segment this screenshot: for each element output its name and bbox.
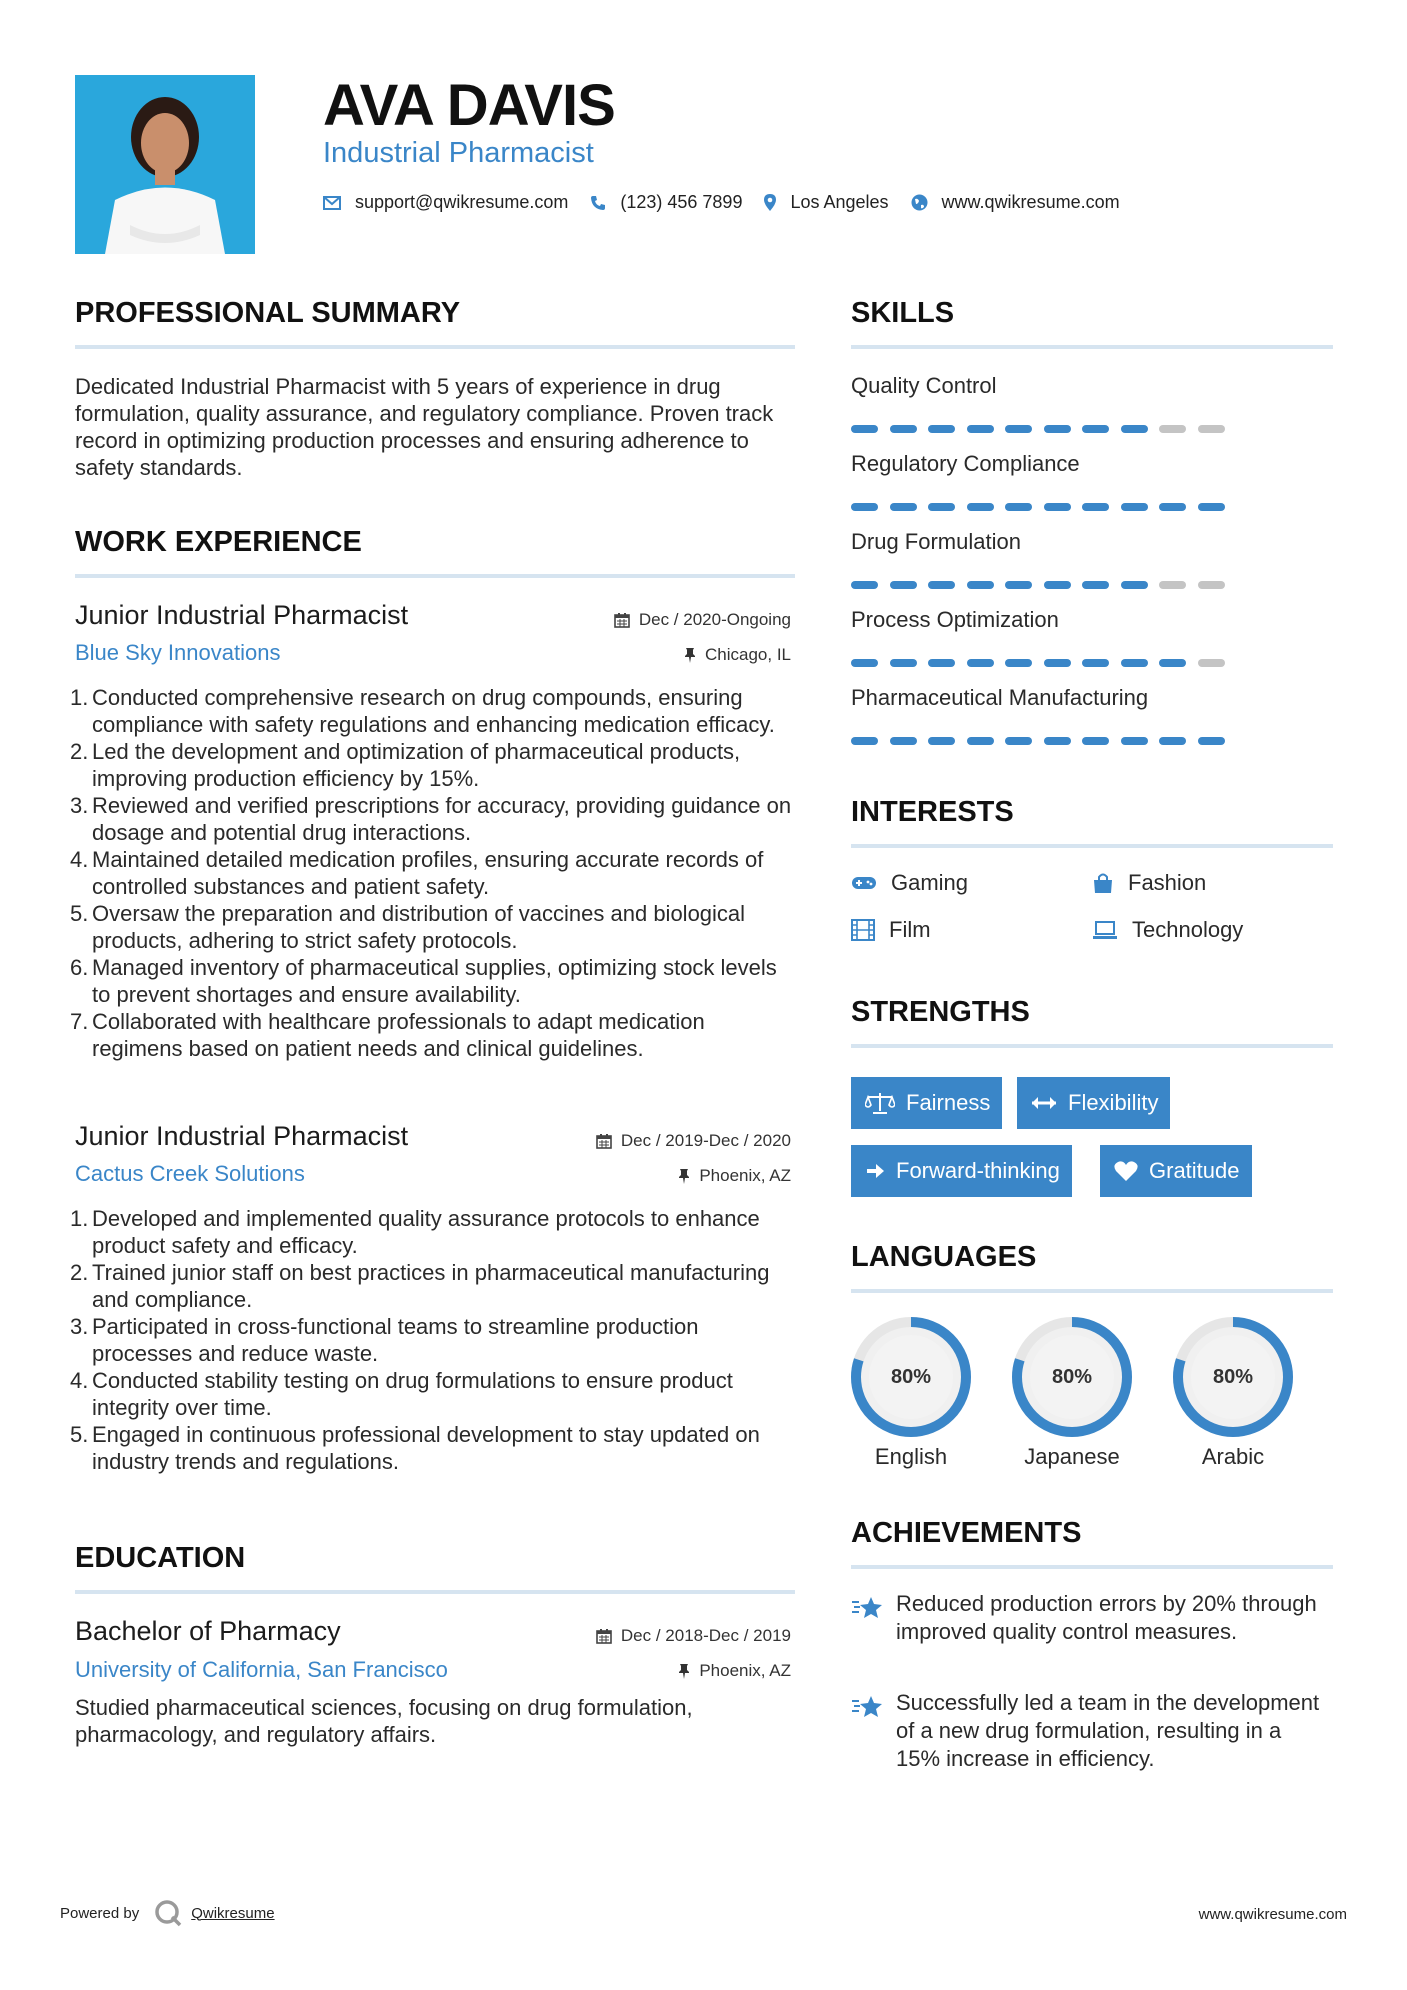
skill-dot-filled bbox=[1198, 503, 1225, 511]
skill-dot-filled bbox=[1082, 503, 1109, 511]
summary-heading: PROFESSIONAL SUMMARY bbox=[75, 297, 461, 329]
skill-dot-filled bbox=[1005, 737, 1032, 745]
list-item: Developed and implemented quality assurance protocols to enhance product safety and efficacy. bbox=[92, 1206, 760, 1258]
skill-dot-filled bbox=[851, 425, 878, 433]
shooting-star-icon bbox=[851, 1594, 885, 1622]
summary-text: Dedicated Industrial Pharmacist with 5 years of experience in drug formulation, quality assurance, and regulatory compliance. Proven track record in optimizing production processes and ensuring adherence to safety standards. bbox=[75, 374, 774, 480]
strength-tag bbox=[1100, 1145, 1252, 1197]
skill-dot-filled bbox=[851, 659, 878, 667]
job-title: Junior Industrial Pharmacist bbox=[75, 600, 409, 630]
degree-title: Bachelor of Pharmacy bbox=[75, 1616, 341, 1646]
list-item: Reviewed and verified prescriptions for accuracy, providing guidance on dosage and potential drug interactions. bbox=[92, 793, 792, 845]
contact-bar bbox=[323, 192, 1142, 213]
achievements-heading: ACHIEVEMENTS bbox=[851, 1517, 1082, 1549]
achievement-item bbox=[851, 1689, 1321, 1773]
achievement-item bbox=[851, 1590, 1321, 1646]
skill-name: Pharmaceutical Manufacturing bbox=[851, 685, 1149, 710]
language-percent: 80% bbox=[1212, 1365, 1254, 1388]
strength-tag bbox=[1017, 1077, 1170, 1129]
globe-icon bbox=[911, 194, 928, 211]
gamepad-icon bbox=[851, 875, 877, 891]
skill-dot-empty bbox=[1159, 581, 1186, 589]
language-name: Arabic bbox=[1201, 1444, 1265, 1469]
strength-label: Gratitude bbox=[1149, 1158, 1240, 1183]
skill-dot-filled bbox=[1044, 425, 1071, 433]
skill-dot-filled bbox=[1005, 581, 1032, 589]
interest-label: Technology bbox=[1132, 917, 1244, 942]
footer-website[interactable]: www.qwikresume.com bbox=[1198, 1906, 1347, 1923]
shooting-star-icon bbox=[851, 1693, 885, 1721]
skill-dot-filled bbox=[890, 659, 917, 667]
job-location bbox=[684, 645, 791, 665]
education-location bbox=[678, 1661, 791, 1681]
skill-dot-filled bbox=[928, 503, 955, 511]
education-dates bbox=[596, 1626, 791, 1646]
phone-text: (123) 456 7899 bbox=[620, 192, 743, 212]
job-dates-text: Dec / 2020-Ongoing bbox=[638, 610, 791, 629]
job-company: Blue Sky Innovations bbox=[75, 640, 281, 665]
list-item: Trained junior staff on best practices in pharmaceutical manufacturing and compliance. bbox=[92, 1260, 770, 1312]
skill-name: Regulatory Compliance bbox=[851, 451, 1080, 476]
skill-dot-filled bbox=[1044, 503, 1071, 511]
list-item: Participated in cross-functional teams to streamline production processes and reduce waste. bbox=[92, 1314, 699, 1366]
skill-dot-filled bbox=[1082, 737, 1109, 745]
strength-label: Forward-thinking bbox=[896, 1158, 1060, 1183]
job-responsibilities bbox=[70, 684, 800, 1062]
qwikresume-logo-icon bbox=[153, 1898, 183, 1928]
brand-link[interactable]: Qwikresume bbox=[191, 1904, 275, 1922]
calendar-icon bbox=[614, 612, 630, 628]
map-marker-icon bbox=[764, 194, 776, 211]
skill-dot-empty bbox=[1198, 659, 1225, 667]
skill-dot-filled bbox=[1044, 737, 1071, 745]
envelope-icon bbox=[323, 196, 341, 210]
skill-level-bar bbox=[851, 581, 1236, 589]
language-item bbox=[1172, 1316, 1294, 1470]
skill-dot-filled bbox=[1082, 659, 1109, 667]
candidate-role: Industrial Pharmacist bbox=[323, 137, 594, 169]
skill-level-bar bbox=[851, 737, 1236, 745]
laptop-icon bbox=[1092, 920, 1118, 940]
skill-dot-filled bbox=[967, 659, 994, 667]
skill-dot-filled bbox=[1005, 425, 1032, 433]
interests-heading: INTERESTS bbox=[851, 796, 1014, 828]
language-item bbox=[850, 1316, 972, 1470]
interest-item bbox=[1092, 870, 1206, 896]
language-ring bbox=[1172, 1316, 1294, 1438]
calendar-icon bbox=[596, 1133, 612, 1149]
skills-heading: SKILLS bbox=[851, 297, 955, 329]
skill-dot-filled bbox=[1005, 659, 1032, 667]
shopping-bag-icon bbox=[1092, 872, 1114, 894]
skill-dot-filled bbox=[928, 425, 955, 433]
job-location-text: Phoenix, AZ bbox=[699, 1166, 791, 1185]
skill-dot-filled bbox=[967, 503, 994, 511]
job-responsibilities bbox=[70, 1205, 800, 1475]
skill-dot-filled bbox=[1121, 581, 1148, 589]
summary-divider bbox=[75, 345, 795, 349]
interests-divider bbox=[851, 844, 1333, 848]
skill-dot-filled bbox=[1121, 659, 1148, 667]
achievements-divider bbox=[851, 1565, 1333, 1569]
skill-dot-filled bbox=[928, 737, 955, 745]
calendar-icon bbox=[596, 1628, 612, 1644]
language-percent: 80% bbox=[890, 1365, 932, 1388]
website-text: www.qwikresume.com bbox=[941, 192, 1120, 212]
pushpin-icon bbox=[684, 647, 696, 663]
balance-scale-icon bbox=[865, 1092, 895, 1114]
strength-label: Fairness bbox=[906, 1090, 991, 1115]
skill-level-bar bbox=[851, 659, 1236, 667]
job-location bbox=[678, 1166, 791, 1186]
language-name: English bbox=[874, 1444, 948, 1469]
list-item: Conducted stability testing on drug formulations to ensure product integrity over time. bbox=[92, 1368, 733, 1420]
skill-dot-filled bbox=[1044, 581, 1071, 589]
skill-name: Process Optimization bbox=[851, 607, 1059, 632]
experience-divider bbox=[75, 574, 795, 578]
education-heading: EDUCATION bbox=[75, 1542, 246, 1574]
strengths-heading: STRENGTHS bbox=[851, 996, 1030, 1028]
skill-name: Quality Control bbox=[851, 373, 997, 398]
contact-phone[interactable] bbox=[590, 192, 742, 213]
skill-dot-filled bbox=[890, 425, 917, 433]
education-dates-text: Dec / 2018-Dec / 2019 bbox=[620, 1626, 791, 1645]
skill-dot-filled bbox=[1005, 503, 1032, 511]
pushpin-icon bbox=[678, 1663, 690, 1679]
skill-dot-filled bbox=[928, 659, 955, 667]
skill-dot-filled bbox=[928, 581, 955, 589]
interest-label: Gaming bbox=[891, 870, 969, 895]
skill-dot-filled bbox=[1159, 659, 1186, 667]
list-item: Oversaw the preparation and distribution of vaccines and biological products, adhering to strict safety protocols. bbox=[92, 901, 746, 953]
arrow-right-icon bbox=[865, 1161, 885, 1181]
skill-dot-filled bbox=[890, 737, 917, 745]
achievement-text: Successfully led a team in the development of a new drug formulation, resulting in a 15% increase in efficiency. bbox=[896, 1690, 1320, 1771]
skill-dot-filled bbox=[1082, 425, 1109, 433]
job-dates bbox=[614, 610, 791, 630]
school-name: University of California, San Francisco bbox=[75, 1657, 448, 1682]
language-item bbox=[1011, 1316, 1133, 1470]
education-location-text: Phoenix, AZ bbox=[699, 1661, 791, 1680]
list-item: Engaged in continuous professional development to stay updated on industry trends and regulations. bbox=[92, 1422, 760, 1474]
interest-label: Fashion bbox=[1128, 870, 1207, 895]
skill-name: Drug Formulation bbox=[851, 529, 1021, 554]
skill-dot-filled bbox=[890, 581, 917, 589]
skill-dot-filled bbox=[967, 737, 994, 745]
languages-heading: LANGUAGES bbox=[851, 1241, 1037, 1273]
list-item: Led the development and optimization of pharmaceutical products, improving production efficiency by 15%. bbox=[92, 739, 741, 791]
interest-item bbox=[851, 917, 931, 943]
contact-email[interactable] bbox=[323, 192, 568, 213]
job-company: Cactus Creek Solutions bbox=[75, 1161, 305, 1186]
skill-dot-filled bbox=[1044, 659, 1071, 667]
language-name: Japanese bbox=[1024, 1444, 1120, 1469]
film-icon bbox=[851, 919, 875, 941]
skill-dot-filled bbox=[1121, 425, 1148, 433]
powered-by-text: Powered by bbox=[60, 1904, 140, 1922]
skill-dot-filled bbox=[1198, 737, 1225, 745]
skill-dot-filled bbox=[851, 503, 878, 511]
skills-divider bbox=[851, 345, 1333, 349]
skill-dot-filled bbox=[1159, 503, 1186, 511]
language-percent: 80% bbox=[1051, 1365, 1093, 1388]
candidate-name: AVA DAVIS bbox=[323, 73, 615, 138]
skill-dot-filled bbox=[851, 581, 878, 589]
skill-dot-empty bbox=[1198, 425, 1225, 433]
contact-location bbox=[764, 192, 888, 213]
strength-tag bbox=[851, 1145, 1072, 1197]
skill-dot-filled bbox=[1121, 737, 1148, 745]
interest-item bbox=[851, 870, 968, 896]
list-item: Collaborated with healthcare professionals to adapt medication regimens based on patient needs and clinical guidelines. bbox=[92, 1009, 705, 1061]
arrows-horizontal-icon bbox=[1031, 1096, 1057, 1110]
languages-divider bbox=[851, 1289, 1333, 1293]
job-title: Junior Industrial Pharmacist bbox=[75, 1121, 409, 1151]
skill-dot-filled bbox=[967, 425, 994, 433]
heart-icon bbox=[1114, 1161, 1138, 1182]
skill-level-bar bbox=[851, 503, 1236, 511]
location-text: Los Angeles bbox=[790, 192, 889, 212]
education-description: Studied pharmaceutical sciences, focusing on drug formulation, pharmacology, and regulatory affairs. bbox=[75, 1695, 693, 1747]
language-ring bbox=[850, 1316, 972, 1438]
list-item: Conducted comprehensive research on drug compounds, ensuring compliance with safety regulations and enhancing medication efficacy. bbox=[92, 685, 775, 737]
contact-website[interactable] bbox=[911, 192, 1120, 213]
strengths-divider bbox=[851, 1044, 1333, 1048]
job-dates bbox=[596, 1131, 791, 1151]
strength-tag bbox=[851, 1077, 1002, 1129]
skill-dot-filled bbox=[1082, 581, 1109, 589]
skill-dot-filled bbox=[851, 737, 878, 745]
pushpin-icon bbox=[678, 1168, 690, 1184]
profile-photo bbox=[75, 75, 255, 254]
list-item: Managed inventory of pharmaceutical supplies, optimizing stock levels to prevent shortages and ensure availability. bbox=[92, 955, 777, 1007]
education-divider bbox=[75, 1590, 795, 1594]
skill-level-bar bbox=[851, 425, 1236, 433]
skill-dot-filled bbox=[1121, 503, 1148, 511]
job-dates-text: Dec / 2019-Dec / 2020 bbox=[620, 1131, 791, 1150]
experience-heading: WORK EXPERIENCE bbox=[75, 526, 362, 558]
skill-dot-empty bbox=[1198, 581, 1225, 589]
skill-dot-filled bbox=[967, 581, 994, 589]
job-location-text: Chicago, IL bbox=[705, 645, 791, 664]
interest-item bbox=[1092, 917, 1243, 943]
email-text: support@qwikresume.com bbox=[355, 192, 569, 212]
list-item: Maintained detailed medication profiles, ensuring accurate records of controlled substances and patient safety. bbox=[92, 847, 764, 899]
skill-dot-empty bbox=[1159, 425, 1186, 433]
skill-dot-filled bbox=[1159, 737, 1186, 745]
achievement-text: Reduced production errors by 20% through improved quality control measures. bbox=[896, 1591, 1317, 1644]
skill-dot-filled bbox=[890, 503, 917, 511]
footer-powered-by bbox=[60, 1898, 275, 1928]
strength-label: Flexibility bbox=[1068, 1090, 1159, 1115]
language-ring bbox=[1011, 1316, 1133, 1438]
portrait-image bbox=[75, 75, 255, 254]
phone-icon bbox=[590, 195, 606, 211]
interest-label: Film bbox=[889, 917, 931, 942]
